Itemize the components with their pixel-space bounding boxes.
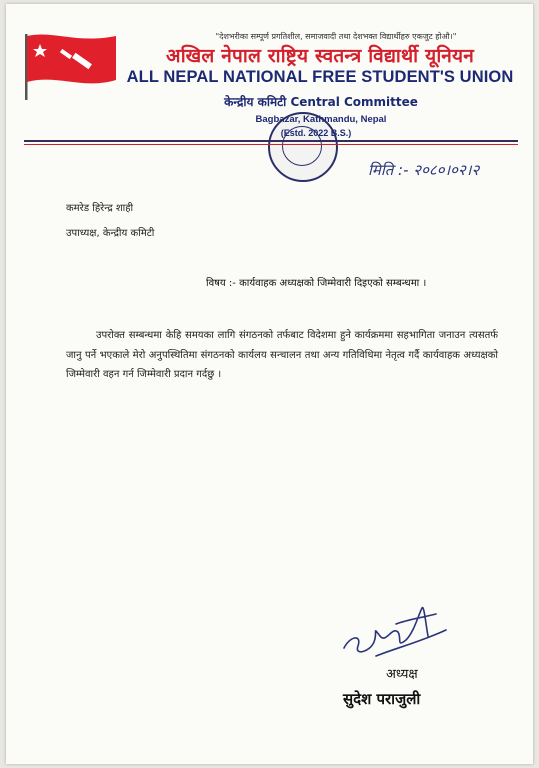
org-address: Bagbazar, Kathmandu, Nepal bbox=[255, 114, 387, 125]
recipient-name: कमरेड हिरेन्द्र शाही bbox=[66, 203, 134, 214]
header-divider bbox=[24, 140, 518, 142]
slogan: "देशभरीका सम्पूर्ण प्रगतिशील, समाजवादी तथा देशभक्त विद्यार्थीहरु एकजुट होऔ।" bbox=[215, 32, 457, 41]
committee-name: केन्द्रीय कमिटी Central Committee bbox=[224, 95, 418, 109]
established-year: (Estd. 2022 B.S.) bbox=[280, 128, 352, 138]
party-flag-icon bbox=[22, 30, 118, 102]
stamp-inner-ring bbox=[282, 126, 322, 166]
recipient-title: उपाध्यक्ष, केन्द्रीय कमिटी bbox=[66, 228, 155, 239]
letter-subject: विषय :- कार्यवाहक अध्यक्षको जिम्मेवारी दिइएको सम्बन्धमा । bbox=[206, 278, 427, 289]
letter-page bbox=[6, 4, 533, 764]
header-divider-accent bbox=[24, 144, 518, 145]
letter-date: मिति :- २०८०।०२।२ bbox=[368, 161, 480, 179]
official-stamp-icon bbox=[268, 112, 338, 182]
signatory-name: सुदेश पराजुली bbox=[343, 690, 421, 708]
org-name-english: ALL NEPAL NATIONAL FREE STUDENT'S UNION bbox=[126, 68, 514, 86]
letter-body: उपरोक्त सम्बन्धमा केहि समयका लागि संगठनको तर्फबाट विदेशमा हुने कार्यक्रममा सहभागिता जनाउन त्यसतर्फ जानु पर्ने भएकाले मेरो अनुपस्थितिमा संगठनको कार्यलय सन्चालन तथा अन्य गतिविधिमा नेतृत्व गर्दै कार्यवाहक अध्यक्षको जिम्मेवारी वहन गर्न जिम्मेवारी प्रदान गर्दछु । bbox=[66, 330, 498, 380]
org-name-nepali: अखिल नेपाल राष्ट्रिय स्वतन्त्र विद्यार्थी यूनियन bbox=[166, 45, 474, 67]
signatory-role: अध्यक्ष bbox=[386, 667, 418, 682]
